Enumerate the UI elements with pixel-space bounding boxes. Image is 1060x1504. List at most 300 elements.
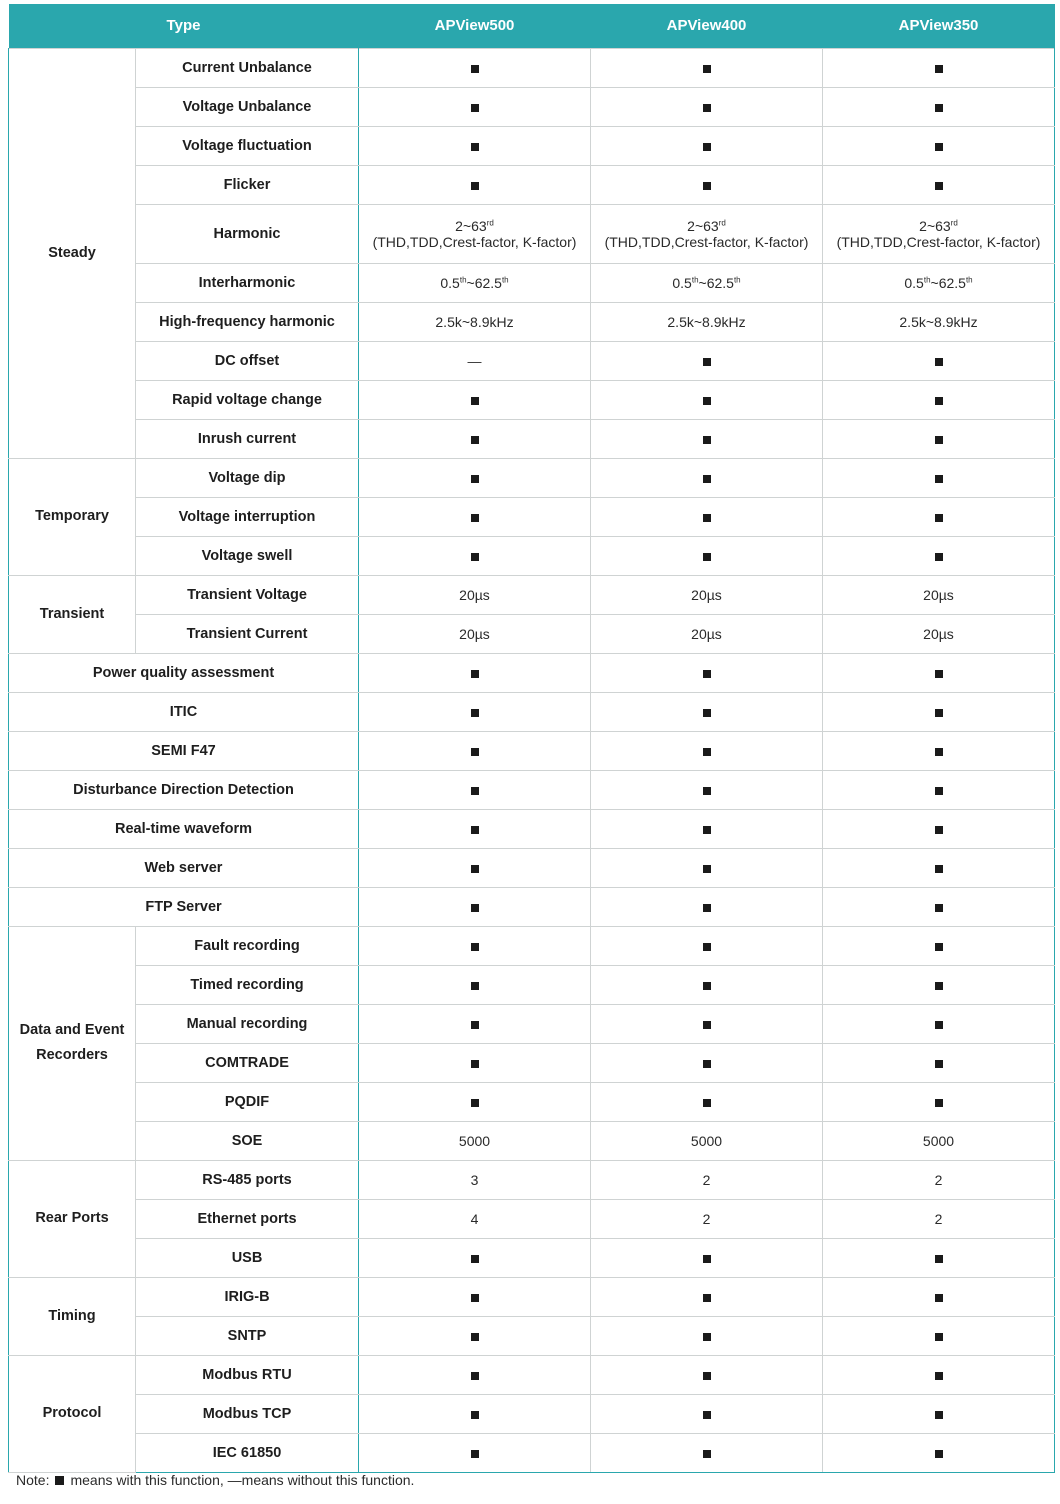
table-row: [9, 848, 1055, 887]
group-label: Steady: [9, 48, 136, 458]
square-marker-icon: [703, 514, 711, 522]
value-cell: [359, 770, 591, 809]
value-cell: [823, 458, 1055, 497]
value-cell: [823, 887, 1055, 926]
value-cell: [591, 1160, 823, 1199]
value-text: 2.5k~8.9kHz: [899, 313, 978, 330]
value-text: 3: [470, 1171, 479, 1188]
table-row: [9, 536, 1055, 575]
feature-label: Real-time waveform: [9, 809, 359, 848]
square-marker-icon: [935, 65, 943, 73]
table-row: [9, 1394, 1055, 1433]
value-cell: [823, 1394, 1055, 1433]
value-cell: [823, 575, 1055, 614]
value-cell: [823, 419, 1055, 458]
value-cell: [591, 458, 823, 497]
feature-label: Transient Current: [136, 614, 359, 653]
feature-label: Manual recording: [136, 1004, 359, 1043]
value-cell: [359, 1160, 591, 1199]
square-marker-icon: [703, 748, 711, 756]
feature-label: Ethernet ports: [136, 1199, 359, 1238]
value-cell: [591, 87, 823, 126]
value-text: 2: [934, 1210, 943, 1227]
square-marker-icon: [935, 826, 943, 834]
feature-label: Flicker: [136, 165, 359, 204]
value-cell: [359, 887, 591, 926]
value-cell: [823, 770, 1055, 809]
table-row: [9, 1199, 1055, 1238]
table-row: [9, 380, 1055, 419]
square-marker-icon: [471, 943, 479, 951]
value-cell: [823, 204, 1055, 263]
square-marker-icon: [935, 436, 943, 444]
square-marker-icon: [935, 1099, 943, 1107]
value-cell: [823, 1121, 1055, 1160]
value-cell: [591, 848, 823, 887]
note-text: means with this function, —means without this function.: [70, 1472, 415, 1488]
value-text: 2: [934, 1171, 943, 1188]
feature-label: Disturbance Direction Detection: [9, 770, 359, 809]
feature-label: Modbus TCP: [136, 1394, 359, 1433]
table-row: [9, 1160, 1055, 1199]
square-marker-icon: [935, 904, 943, 912]
square-marker-icon: [703, 143, 711, 151]
group-label: Timing: [9, 1277, 136, 1355]
square-marker-icon: [703, 787, 711, 795]
square-marker-icon: [935, 748, 943, 756]
value-cell: [359, 302, 591, 341]
model-header: APView350: [823, 4, 1055, 48]
feature-label: Voltage dip: [136, 458, 359, 497]
square-marker-icon: [703, 1099, 711, 1107]
group-label: Data and Event Recorders: [9, 926, 136, 1160]
value-text: 20µs: [459, 586, 490, 603]
value-cell: [823, 1043, 1055, 1082]
feature-label: Timed recording: [136, 965, 359, 1004]
value-cell: [591, 1277, 823, 1316]
square-marker-icon: [703, 475, 711, 483]
square-marker-icon: [55, 1476, 64, 1485]
value-cell: [359, 1394, 591, 1433]
value-cell: [359, 614, 591, 653]
value-cell: [823, 653, 1055, 692]
square-marker-icon: [471, 514, 479, 522]
square-marker-icon: [471, 1255, 479, 1263]
value-cell: [823, 263, 1055, 302]
feature-label: Inrush current: [136, 419, 359, 458]
square-marker-icon: [471, 1450, 479, 1458]
value-cell: [359, 1121, 591, 1160]
value-cell: [823, 848, 1055, 887]
value-text: 5000: [922, 1132, 955, 1149]
value-cell: [591, 302, 823, 341]
square-marker-icon: [935, 475, 943, 483]
model-header: APView400: [591, 4, 823, 48]
value-cell: [591, 887, 823, 926]
square-marker-icon: [471, 1333, 479, 1341]
value-text: 0.5th~62.5th: [904, 274, 973, 291]
value-cell: [359, 204, 591, 263]
value-cell: [591, 926, 823, 965]
square-marker-icon: [935, 865, 943, 873]
value-cell: [591, 1199, 823, 1238]
feature-label: FTP Server: [9, 887, 359, 926]
square-marker-icon: [471, 904, 479, 912]
feature-label: Transient Voltage: [136, 575, 359, 614]
value-cell: [359, 341, 591, 380]
value-cell: [359, 1238, 591, 1277]
square-marker-icon: [703, 397, 711, 405]
value-cell: [823, 302, 1055, 341]
square-marker-icon: [471, 475, 479, 483]
value-text: 2.5k~8.9kHz: [435, 313, 514, 330]
value-cell: [823, 731, 1055, 770]
square-marker-icon: [703, 104, 711, 112]
value-cell: [591, 1004, 823, 1043]
table-row: [9, 809, 1055, 848]
feature-label: Modbus RTU: [136, 1355, 359, 1394]
square-marker-icon: [935, 1411, 943, 1419]
value-cell: [359, 380, 591, 419]
square-marker-icon: [935, 182, 943, 190]
square-marker-icon: [935, 1372, 943, 1380]
table-row: [9, 1004, 1055, 1043]
value-text: 2~63rd (THD,TDD,Crest-factor, K-factor): [836, 217, 1041, 250]
value-cell: [591, 419, 823, 458]
value-text: 5000: [458, 1132, 491, 1149]
square-marker-icon: [471, 709, 479, 717]
value-cell: [823, 1238, 1055, 1277]
value-cell: [359, 1277, 591, 1316]
value-text: 20µs: [459, 625, 490, 642]
square-marker-icon: [935, 982, 943, 990]
value-cell: [823, 809, 1055, 848]
value-cell: [591, 1238, 823, 1277]
feature-label: Web server: [9, 848, 359, 887]
square-marker-icon: [471, 397, 479, 405]
value-cell: [359, 575, 591, 614]
value-cell: [359, 848, 591, 887]
square-marker-icon: [471, 553, 479, 561]
value-cell: [823, 1082, 1055, 1121]
square-marker-icon: [703, 1333, 711, 1341]
group-label: Protocol: [9, 1355, 136, 1472]
value-cell: [591, 204, 823, 263]
value-cell: [359, 48, 591, 87]
value-cell: [359, 87, 591, 126]
square-marker-icon: [935, 1333, 943, 1341]
value-text: 2~63rd (THD,TDD,Crest-factor, K-factor): [372, 217, 577, 250]
value-text: 20µs: [691, 625, 722, 642]
value-cell: [823, 341, 1055, 380]
type-header: Type: [9, 4, 359, 48]
square-marker-icon: [471, 1021, 479, 1029]
value-cell: [359, 1316, 591, 1355]
table-row: [9, 263, 1055, 302]
square-marker-icon: [935, 1021, 943, 1029]
feature-label: RS-485 ports: [136, 1160, 359, 1199]
feature-label: IRIG-B: [136, 1277, 359, 1316]
square-marker-icon: [703, 1060, 711, 1068]
value-cell: [359, 497, 591, 536]
square-marker-icon: [935, 1294, 943, 1302]
value-cell: [591, 965, 823, 1004]
value-cell: [359, 653, 591, 692]
dash-marker: —: [467, 352, 482, 369]
feature-label: Harmonic: [136, 204, 359, 263]
table-row: [9, 1277, 1055, 1316]
table-row: [9, 497, 1055, 536]
value-cell: [591, 1082, 823, 1121]
feature-label: Voltage swell: [136, 536, 359, 575]
square-marker-icon: [471, 982, 479, 990]
table-row: [9, 48, 1055, 87]
value-cell: [591, 165, 823, 204]
table-row: [9, 126, 1055, 165]
square-marker-icon: [471, 182, 479, 190]
square-marker-icon: [471, 826, 479, 834]
group-label: Temporary: [9, 458, 136, 575]
square-marker-icon: [703, 904, 711, 912]
square-marker-icon: [703, 826, 711, 834]
value-cell: [359, 165, 591, 204]
table-row: [9, 419, 1055, 458]
square-marker-icon: [703, 709, 711, 717]
feature-label: PQDIF: [136, 1082, 359, 1121]
value-cell: [359, 692, 591, 731]
value-text: 20µs: [923, 586, 954, 603]
feature-label: Rapid voltage change: [136, 380, 359, 419]
square-marker-icon: [471, 670, 479, 678]
value-cell: [591, 692, 823, 731]
value-text: 20µs: [923, 625, 954, 642]
value-cell: [359, 965, 591, 1004]
square-marker-icon: [703, 182, 711, 190]
feature-label: SOE: [136, 1121, 359, 1160]
value-cell: [359, 263, 591, 302]
square-marker-icon: [703, 1411, 711, 1419]
value-cell: [591, 263, 823, 302]
square-marker-icon: [935, 670, 943, 678]
square-marker-icon: [703, 1021, 711, 1029]
value-text: 2.5k~8.9kHz: [667, 313, 746, 330]
value-cell: [359, 1199, 591, 1238]
value-text: 0.5th~62.5th: [672, 274, 741, 291]
value-cell: [359, 536, 591, 575]
table-row: [9, 926, 1055, 965]
square-marker-icon: [703, 358, 711, 366]
value-cell: [591, 341, 823, 380]
table-row: [9, 341, 1055, 380]
table-row: [9, 770, 1055, 809]
square-marker-icon: [471, 748, 479, 756]
value-cell: [359, 1004, 591, 1043]
feature-label: Voltage fluctuation: [136, 126, 359, 165]
value-cell: [591, 497, 823, 536]
table-row: [9, 1316, 1055, 1355]
value-cell: [591, 731, 823, 770]
square-marker-icon: [703, 670, 711, 678]
square-marker-icon: [935, 1450, 943, 1458]
feature-label: SNTP: [136, 1316, 359, 1355]
value-cell: [823, 48, 1055, 87]
square-marker-icon: [471, 787, 479, 795]
square-marker-icon: [471, 104, 479, 112]
square-marker-icon: [471, 1099, 479, 1107]
table-row: [9, 1355, 1055, 1394]
value-cell: [591, 809, 823, 848]
table-row: [9, 575, 1055, 614]
square-marker-icon: [703, 1372, 711, 1380]
value-cell: [591, 1433, 823, 1472]
value-cell: [359, 926, 591, 965]
value-cell: [591, 614, 823, 653]
value-cell: [359, 1355, 591, 1394]
square-marker-icon: [935, 397, 943, 405]
value-cell: [591, 380, 823, 419]
value-cell: [823, 1160, 1055, 1199]
value-cell: [359, 809, 591, 848]
table-header: [9, 4, 1055, 48]
value-cell: [591, 48, 823, 87]
value-text: 2: [702, 1210, 711, 1227]
value-cell: [591, 1043, 823, 1082]
square-marker-icon: [703, 1294, 711, 1302]
table-row: [9, 1082, 1055, 1121]
table-row: [9, 302, 1055, 341]
square-marker-icon: [703, 943, 711, 951]
table-body: [9, 48, 1055, 1472]
value-cell: [823, 126, 1055, 165]
table-row: [9, 204, 1055, 263]
value-text: 5000: [690, 1132, 723, 1149]
note-prefix: Note:: [16, 1472, 50, 1488]
value-cell: [591, 1121, 823, 1160]
group-label: Rear Ports: [9, 1160, 136, 1277]
value-cell: [591, 1355, 823, 1394]
square-marker-icon: [471, 143, 479, 151]
table-row: [9, 165, 1055, 204]
model-header: APView500: [359, 4, 591, 48]
value-cell: [823, 692, 1055, 731]
value-cell: [823, 1199, 1055, 1238]
table-row: [9, 653, 1055, 692]
table-row: [9, 731, 1055, 770]
value-cell: [823, 165, 1055, 204]
value-cell: [359, 1082, 591, 1121]
value-text: 0.5th~62.5th: [440, 274, 509, 291]
square-marker-icon: [935, 709, 943, 717]
table-row: [9, 1238, 1055, 1277]
square-marker-icon: [935, 787, 943, 795]
table-row: [9, 458, 1055, 497]
value-cell: [591, 126, 823, 165]
square-marker-icon: [703, 865, 711, 873]
feature-comparison-table: [8, 4, 1055, 1473]
square-marker-icon: [471, 1411, 479, 1419]
value-cell: [359, 458, 591, 497]
square-marker-icon: [935, 1255, 943, 1263]
square-marker-icon: [935, 104, 943, 112]
value-cell: [823, 380, 1055, 419]
square-marker-icon: [935, 143, 943, 151]
table-row: [9, 614, 1055, 653]
feature-label: USB: [136, 1238, 359, 1277]
value-cell: [591, 575, 823, 614]
feature-label: Current Unbalance: [136, 48, 359, 87]
table-row: [9, 87, 1055, 126]
value-cell: [823, 965, 1055, 1004]
square-marker-icon: [703, 436, 711, 444]
table-row: [9, 1121, 1055, 1160]
value-cell: [359, 419, 591, 458]
square-marker-icon: [935, 553, 943, 561]
feature-label: COMTRADE: [136, 1043, 359, 1082]
feature-label: Fault recording: [136, 926, 359, 965]
feature-label: Power quality assessment: [9, 653, 359, 692]
value-cell: [591, 770, 823, 809]
value-cell: [359, 731, 591, 770]
square-marker-icon: [935, 514, 943, 522]
value-text: 2~63rd (THD,TDD,Crest-factor, K-factor): [604, 217, 809, 250]
legend-note: [16, 1472, 414, 1488]
feature-label: Interharmonic: [136, 263, 359, 302]
square-marker-icon: [935, 943, 943, 951]
square-marker-icon: [471, 1372, 479, 1380]
square-marker-icon: [471, 1060, 479, 1068]
table-row: [9, 965, 1055, 1004]
value-cell: [823, 614, 1055, 653]
value-cell: [823, 1277, 1055, 1316]
square-marker-icon: [703, 65, 711, 73]
value-cell: [591, 653, 823, 692]
value-text: 20µs: [691, 586, 722, 603]
square-marker-icon: [703, 553, 711, 561]
square-marker-icon: [935, 358, 943, 366]
value-cell: [823, 1004, 1055, 1043]
square-marker-icon: [703, 1255, 711, 1263]
group-label: Transient: [9, 575, 136, 653]
feature-label: DC offset: [136, 341, 359, 380]
square-marker-icon: [471, 436, 479, 444]
square-marker-icon: [471, 1294, 479, 1302]
square-marker-icon: [935, 1060, 943, 1068]
value-cell: [823, 1355, 1055, 1394]
value-cell: [359, 126, 591, 165]
feature-label: Voltage Unbalance: [136, 87, 359, 126]
feature-label: ITIC: [9, 692, 359, 731]
value-text: 2: [702, 1171, 711, 1188]
feature-label: SEMI F47: [9, 731, 359, 770]
value-cell: [591, 1394, 823, 1433]
value-cell: [823, 536, 1055, 575]
value-cell: [591, 1316, 823, 1355]
value-cell: [359, 1433, 591, 1472]
value-cell: [823, 1316, 1055, 1355]
feature-label: IEC 61850: [136, 1433, 359, 1472]
table-row: [9, 692, 1055, 731]
feature-label: High-frequency harmonic: [136, 302, 359, 341]
value-cell: [591, 536, 823, 575]
feature-label: Voltage interruption: [136, 497, 359, 536]
value-cell: [359, 1043, 591, 1082]
table-row: [9, 887, 1055, 926]
value-cell: [823, 497, 1055, 536]
value-cell: [823, 926, 1055, 965]
square-marker-icon: [471, 865, 479, 873]
table-row: [9, 1433, 1055, 1472]
value-cell: [823, 87, 1055, 126]
